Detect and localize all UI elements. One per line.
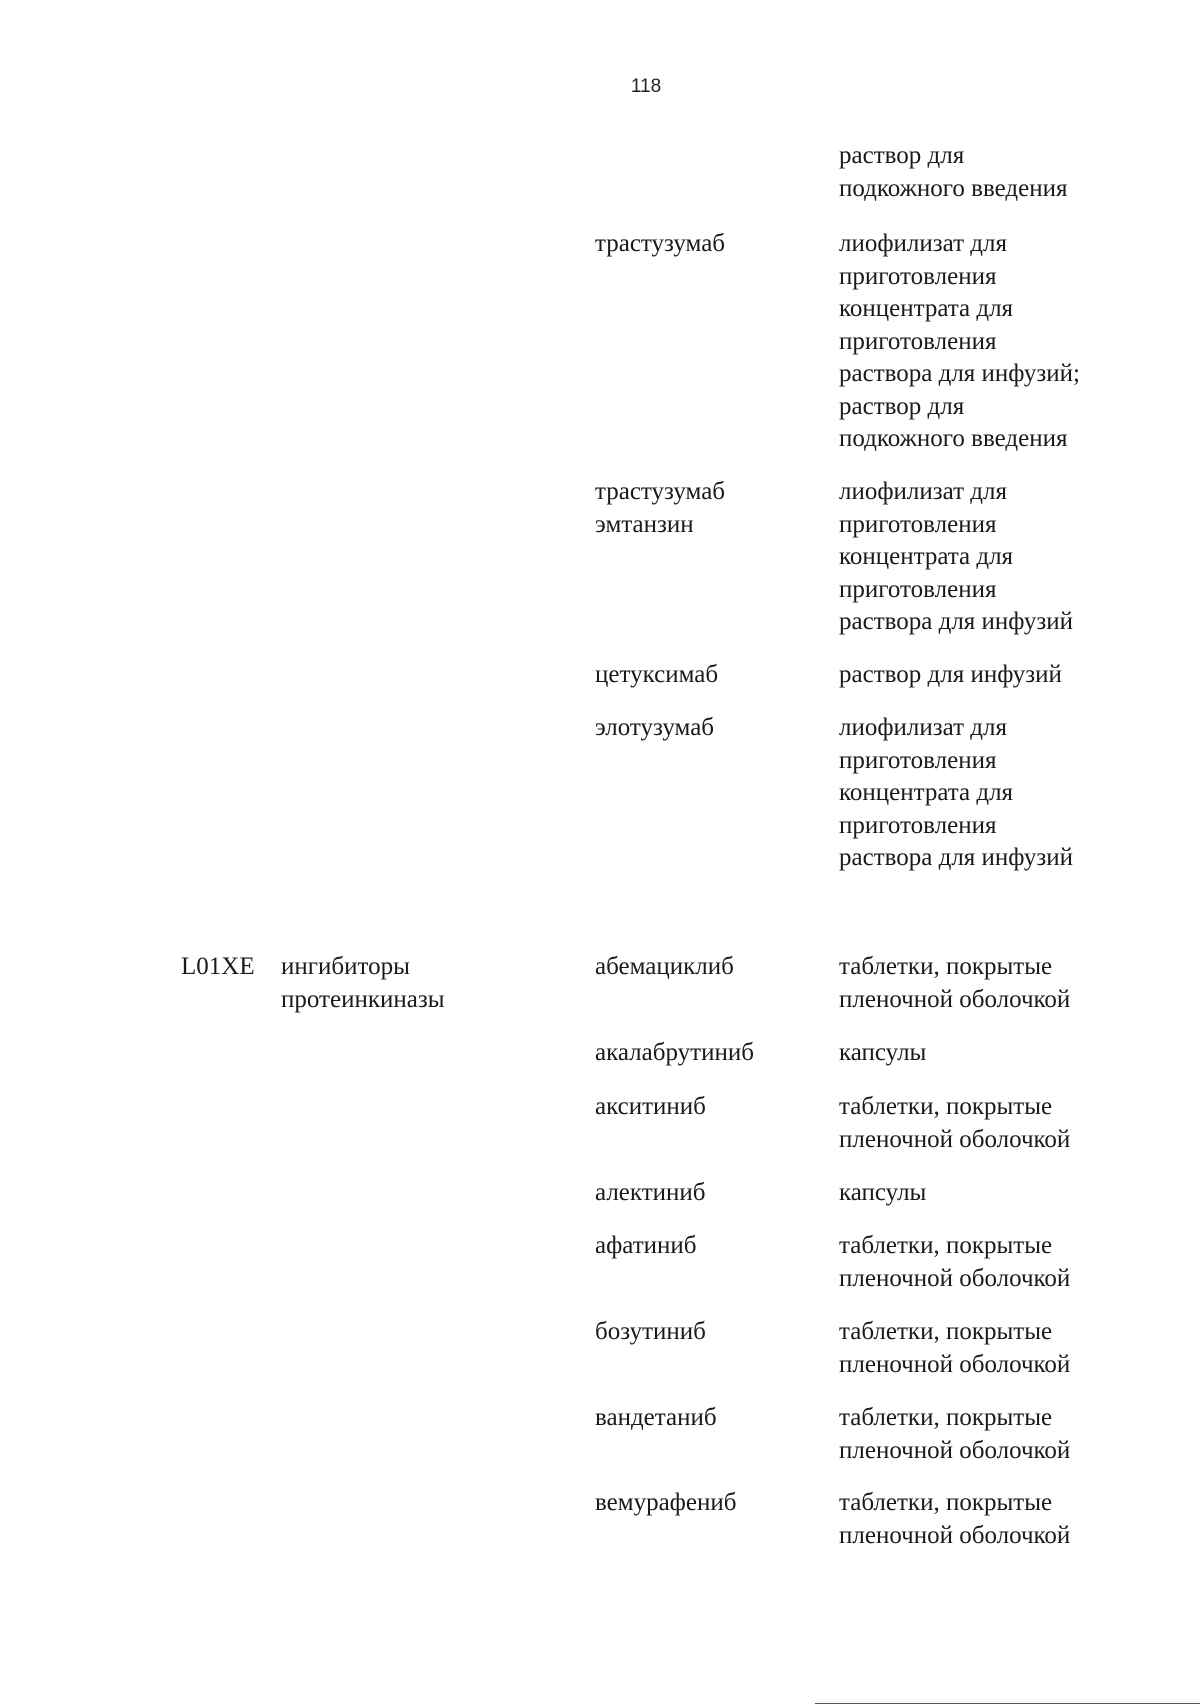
dosage-form: таблетки, покрытые пленочной оболочкой [839, 953, 1071, 1013]
dosage-form: таблетки, покрытые пленочной оболочкой [839, 1489, 1071, 1549]
drug-name: вандетаниб [595, 1404, 717, 1431]
dosage-form: лиофилизат для приготовления концентрата для приготовления раствора для инфузий; раствор для подкожного введения [839, 230, 1080, 452]
drug-name: трастузумаб эмтанзин [595, 478, 726, 538]
drug-name: бозутиниб [595, 1318, 706, 1345]
dosage-form: таблетки, покрытые пленочной оболочкой [839, 1093, 1071, 1153]
continuation-dosage-form: раствор для подкожного введения [839, 142, 1068, 202]
dosage-form: раствор для инфузий [839, 661, 1062, 688]
atc-code: L01XE [181, 953, 255, 980]
drug-name: элотузумаб [595, 714, 715, 741]
dosage-form: таблетки, покрытые пленочной оболочкой [839, 1318, 1071, 1378]
drug-name: афатиниб [595, 1232, 697, 1259]
dosage-form: лиофилизат для приготовления концентрата для приготовления раствора для инфузий [839, 478, 1074, 635]
drug-name: вемурафениб [595, 1489, 737, 1516]
drug-name: абемациклиб [595, 953, 734, 980]
drug-name: алектиниб [595, 1179, 706, 1206]
dosage-form: капсулы [839, 1039, 927, 1066]
drug-name: трастузумаб [595, 230, 726, 257]
drug-name: акалабрутиниб [595, 1039, 754, 1066]
dosage-form: лиофилизат для приготовления концентрата для приготовления раствора для инфузий [839, 714, 1074, 871]
atc-group-name: ингибиторы протеинкиназы [281, 953, 445, 1013]
page-number: 118 [630, 76, 662, 97]
drug-name: акситиниб [595, 1093, 706, 1120]
footer-divider [815, 1703, 1200, 1704]
dosage-form: таблетки, покрытые пленочной оболочкой [839, 1404, 1071, 1464]
dosage-form: таблетки, покрытые пленочной оболочкой [839, 1232, 1071, 1292]
dosage-form: капсулы [839, 1179, 927, 1206]
drug-name: цетуксимаб [595, 661, 719, 688]
